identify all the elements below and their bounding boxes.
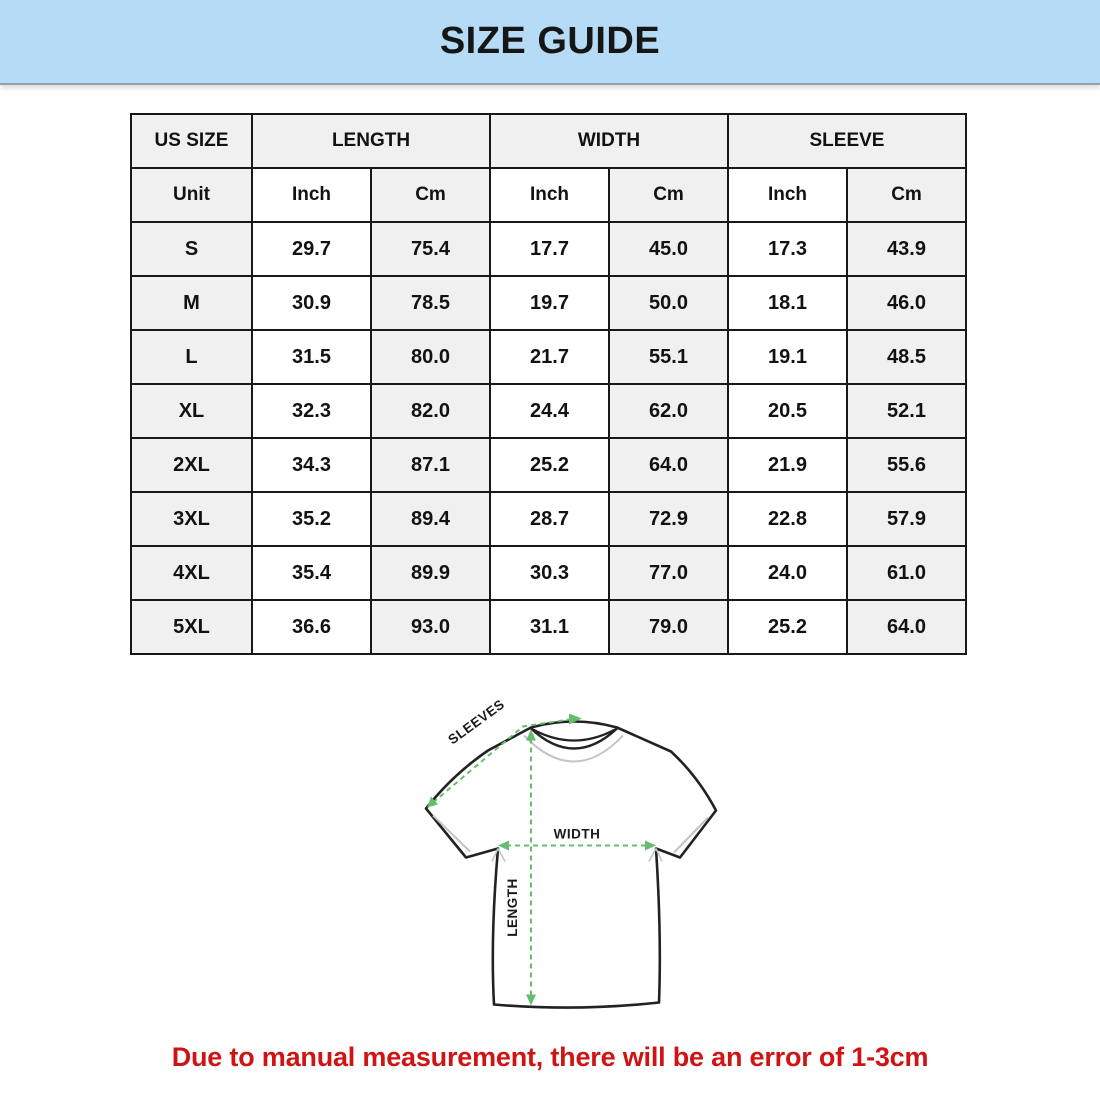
length-label: LENGTH [505, 878, 520, 937]
measurement-cell: 35.2 [252, 492, 371, 546]
measurement-cell: 36.6 [252, 600, 371, 654]
measurement-cell: 25.2 [728, 600, 847, 654]
header-width: WIDTH [490, 114, 728, 168]
measurement-cell: 46.0 [847, 276, 966, 330]
unit-cm-cell: Cm [847, 168, 966, 222]
measurement-cell: 45.0 [609, 222, 728, 276]
header-sleeve: SLEEVE [728, 114, 966, 168]
size-table-head [131, 114, 966, 222]
page-title: SIZE GUIDE [439, 20, 661, 62]
measurement-cell: 89.9 [371, 546, 490, 600]
measurement-cell: 21.7 [490, 330, 609, 384]
measurement-cell: 17.7 [490, 222, 609, 276]
measurement-cell: 52.1 [847, 384, 966, 438]
tshirt-diagram [393, 693, 745, 1041]
unit-inch-cell: Inch [252, 168, 371, 222]
size-label-cell: 4XL [131, 546, 252, 600]
size-label-cell: XL [131, 384, 252, 438]
measurement-cell: 62.0 [609, 384, 728, 438]
measurement-cell: 72.9 [609, 492, 728, 546]
unit-cm-cell: Cm [371, 168, 490, 222]
size-label-cell: L [131, 330, 252, 384]
measurement-cell: 19.7 [490, 276, 609, 330]
size-label-cell: M [131, 276, 252, 330]
measurement-cell: 75.4 [371, 222, 490, 276]
table-row [131, 438, 966, 492]
table-row [131, 222, 966, 276]
header-banner [0, 0, 1100, 85]
measurement-cell: 43.9 [847, 222, 966, 276]
measurement-cell: 80.0 [371, 330, 490, 384]
measurement-cell: 32.3 [252, 384, 371, 438]
measurement-cell: 30.9 [252, 276, 371, 330]
measurement-cell: 61.0 [847, 546, 966, 600]
tshirt-outline [426, 722, 716, 1008]
header-length: LENGTH [252, 114, 490, 168]
measurement-cell: 50.0 [609, 276, 728, 330]
size-table [130, 113, 967, 655]
unit-cm-cell: Cm [609, 168, 728, 222]
size-label-cell: 5XL [131, 600, 252, 654]
sleeves-label: SLEEVES [445, 696, 508, 748]
measurement-cell: 77.0 [609, 546, 728, 600]
table-row [131, 330, 966, 384]
measurement-cell: 22.8 [728, 492, 847, 546]
measurement-cell: 28.7 [490, 492, 609, 546]
measurement-cell: 19.1 [728, 330, 847, 384]
measurement-cell: 20.5 [728, 384, 847, 438]
measurement-cell: 35.4 [252, 546, 371, 600]
size-label-cell: 3XL [131, 492, 252, 546]
table-row [131, 492, 966, 546]
unit-inch-cell: Inch [490, 168, 609, 222]
measurement-cell: 24.0 [728, 546, 847, 600]
measurement-cell: 34.3 [252, 438, 371, 492]
table-row [131, 546, 966, 600]
measurement-cell: 48.5 [847, 330, 966, 384]
unit-header-row [131, 168, 966, 222]
measurement-cell: 87.1 [371, 438, 490, 492]
table-row [131, 384, 966, 438]
measurement-cell: 31.5 [252, 330, 371, 384]
measurement-cell: 31.1 [490, 600, 609, 654]
measurement-cell: 57.9 [847, 492, 966, 546]
unit-inch-cell: Inch [728, 168, 847, 222]
measurement-cell: 30.3 [490, 546, 609, 600]
measurement-cell: 89.4 [371, 492, 490, 546]
measurement-cell: 55.1 [609, 330, 728, 384]
header-us-size: US SIZE [131, 114, 252, 168]
table-row [131, 276, 966, 330]
measurement-cell: 78.5 [371, 276, 490, 330]
size-table-body [131, 222, 966, 654]
width-label: WIDTH [553, 826, 601, 842]
measurement-cell: 79.0 [609, 600, 728, 654]
measurement-cell: 93.0 [371, 600, 490, 654]
measurement-cell: 21.9 [728, 438, 847, 492]
measurement-cell: 64.0 [609, 438, 728, 492]
measurement-cell: 55.6 [847, 438, 966, 492]
size-label-cell: 2XL [131, 438, 252, 492]
measurement-cell: 64.0 [847, 600, 966, 654]
measurement-cell: 82.0 [371, 384, 490, 438]
measurement-cell: 24.4 [490, 384, 609, 438]
table-row [131, 600, 966, 654]
tshirt-illustration [393, 693, 745, 1041]
measurement-cell: 18.1 [728, 276, 847, 330]
measurement-cell: 25.2 [490, 438, 609, 492]
unit-label-cell: Unit [131, 168, 252, 222]
group-header-row [131, 114, 966, 168]
measurement-cell: 29.7 [252, 222, 371, 276]
size-label-cell: S [131, 222, 252, 276]
measurement-disclaimer: Due to manual measurement, there will be an error of 1-3cm [171, 1042, 929, 1072]
measurement-cell: 17.3 [728, 222, 847, 276]
